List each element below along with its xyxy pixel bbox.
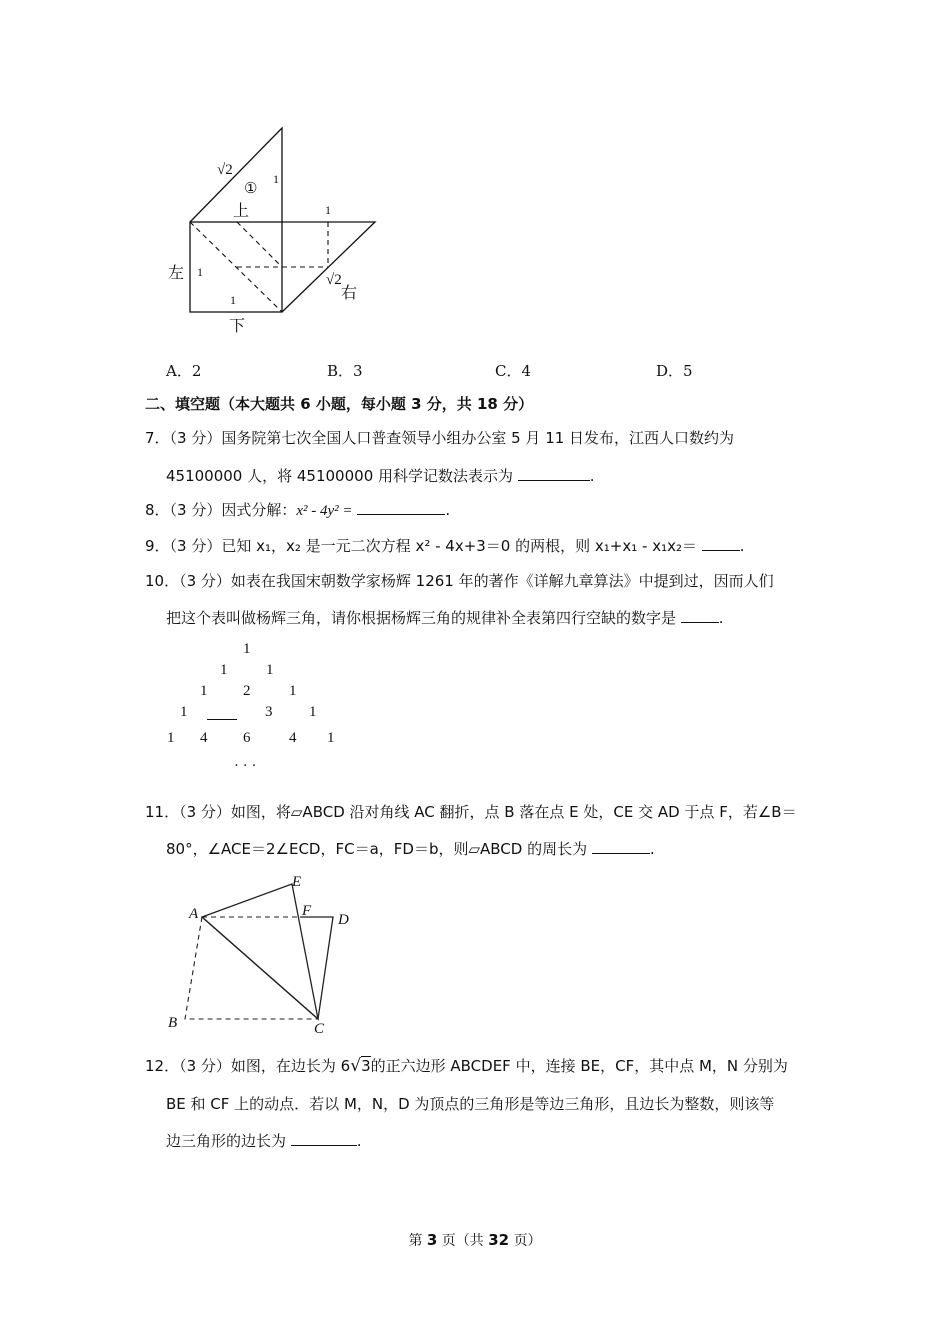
fig1-down: 下: [229, 318, 246, 335]
q7-line2-end: .: [589, 467, 595, 485]
q7-answer-blank[interactable]: [518, 466, 590, 481]
q11-answer-blank[interactable]: [592, 839, 650, 854]
q9-line: [145, 536, 745, 556]
q12-line1: [145, 1056, 788, 1076]
q8-expr: x² - 4y² =: [296, 503, 353, 519]
fig1-left: 左: [168, 265, 185, 282]
q12-sqrt3: 3: [361, 1057, 371, 1075]
footer-page-number: 3: [426, 1231, 438, 1249]
q11-line1: 11．（3 分）如图，将▱ABCD 沿对角线 AC 翻折，点 B 落在点 E 处，CE 交 AD 于点 F，若∠B＝: [145, 803, 797, 821]
tri-cell: 3: [265, 704, 273, 720]
parallelogram-figure: [160, 870, 360, 1040]
fig2-label-b: B: [168, 1015, 178, 1031]
tri-cell: 1: [220, 662, 228, 678]
q8-answer-blank[interactable]: [357, 500, 445, 515]
tri-cell: 1: [327, 730, 335, 746]
footer-mid: 页（共: [441, 1233, 484, 1249]
q7-line1: 7．（3 分）国务院第七次全国人口普查领导小组办公室 5 月 11 日发布，江西人口数约为: [145, 429, 735, 447]
q7-line2-text: 45100000 人，将 45100000 用科学记数法表示为: [166, 467, 514, 485]
q10-line2: [166, 608, 724, 628]
tri-cell: 1: [243, 641, 251, 657]
net-figure: [160, 120, 390, 345]
q11-line2-end: .: [649, 840, 655, 858]
q10-line2-text: 把这个表叫做杨辉三角，请你根据杨辉三角的规律补全表第四行空缺的数字是: [166, 609, 677, 627]
q12-line3-text: 边三角形的边长为: [166, 1132, 287, 1150]
q7-line2: [166, 466, 595, 486]
fig1-one-left: 1: [197, 265, 203, 279]
q9-end: .: [739, 537, 745, 555]
tri-cell: 1: [289, 683, 297, 699]
footer-pre: 第: [408, 1233, 423, 1249]
tri-missing-blank[interactable]: [207, 705, 237, 720]
choice-a: A．2: [166, 362, 202, 380]
fig2-label-f: F: [302, 903, 312, 919]
footer-post: 页）: [513, 1233, 542, 1249]
q8-prefix: 8．（3 分）因式分解：: [145, 501, 297, 519]
fig1-sqrt2-right: √2: [326, 272, 342, 288]
q11-line2: [166, 839, 655, 859]
q11-line2-text: 80°，∠ACE＝2∠ECD，FC＝a，FD＝b，则▱ABCD 的周长为: [166, 840, 588, 858]
tri-cell: 2: [243, 683, 251, 699]
q12-line1-b: 的正六边形 ABCDEF 中，连接 BE，CF，其中点 M，N 分别为: [370, 1057, 788, 1075]
q10-line2-end: .: [718, 609, 724, 627]
q8-end: .: [445, 501, 451, 519]
sqrt-sign: √: [350, 1056, 362, 1076]
fig1-up: 上: [233, 203, 250, 220]
q9-answer-blank[interactable]: [702, 536, 740, 551]
page-footer: [0, 1230, 950, 1250]
tri-cell: 4: [200, 730, 208, 746]
footer-total-pages: 32: [488, 1231, 510, 1249]
q12-line1-a: 12．（3 分）如图，在边长为 6: [145, 1057, 351, 1075]
choice-b: B．3: [327, 362, 363, 380]
fig1-right: 右: [341, 285, 358, 302]
fig1-one-bottom: 1: [230, 293, 236, 307]
tri-dots: · · ·: [234, 758, 257, 774]
q8-line: [145, 500, 450, 521]
q10-answer-blank[interactable]: [681, 608, 719, 623]
fig1-one-right-tri: 1: [273, 172, 279, 186]
choice-c: C．4: [495, 362, 532, 380]
tri-cell: 1: [309, 704, 317, 720]
q12-line3: [166, 1131, 362, 1151]
tri-cell: 1: [167, 730, 175, 746]
fig2-label-c: C: [314, 1021, 325, 1037]
q9-text: 9．（3 分）已知 x₁，x₂ 是一元二次方程 x² - 4x+3＝0 的两根，则 x₁+x₁ - x₁x₂＝: [145, 537, 697, 555]
tri-cell: 1: [200, 683, 208, 699]
tri-cell: 6: [243, 730, 251, 746]
section-2-title: 二、填空题（本大题共 6 小题，每小题 3 分，共 18 分）: [145, 395, 534, 413]
fig2-label-d: D: [338, 912, 349, 928]
fig2-label-e: E: [292, 874, 302, 890]
choice-d: D．5: [656, 362, 693, 380]
q12-line2: BE 和 CF 上的动点．若以 M，N，D 为顶点的三角形是等边三角形，且边长为整数，则该等: [166, 1095, 775, 1113]
fig1-one-top-right: 1: [325, 203, 331, 217]
q10-line1: 10．（3 分）如表在我国宋朝数学家杨辉 1261 年的著作《详解九章算法》中提到过，因而人们: [145, 572, 774, 590]
tri-cell: 4: [289, 730, 297, 746]
fig1-circle-1: ①: [244, 181, 258, 197]
fig2-label-a: A: [189, 906, 199, 922]
fig1-sqrt2-top: √2: [217, 162, 233, 178]
tri-cell: 1: [266, 662, 274, 678]
q12-line3-end: .: [356, 1132, 362, 1150]
tri-cell: 1: [180, 704, 188, 720]
q12-answer-blank[interactable]: [291, 1131, 357, 1146]
